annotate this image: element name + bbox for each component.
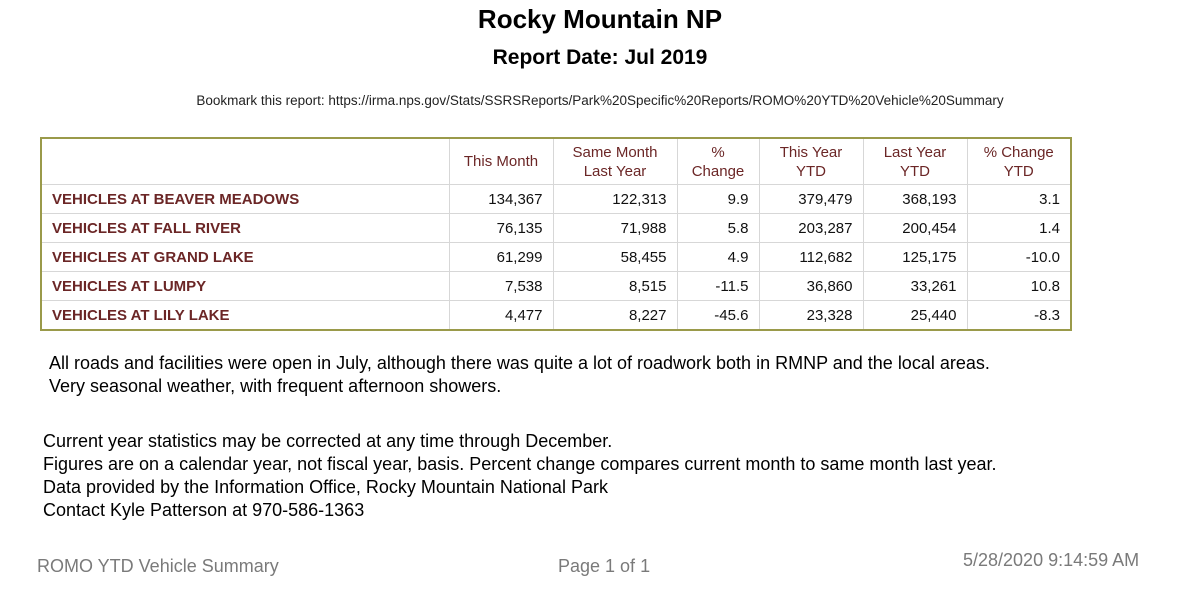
header-this-month-label: This Month <box>463 153 539 170</box>
cell-this-month: 76,135 <box>449 214 553 243</box>
report-date: Report Date: Jul 2019 <box>492 46 708 69</box>
cell-same-month-last-year: 58,455 <box>553 243 677 272</box>
header-same-month-line2: Last Year <box>583 162 647 180</box>
footnote-line: Data provided by the Information Office, Rocky Mountain National Park <box>43 477 608 497</box>
header-same-month-last-year <box>553 139 677 185</box>
cell-pct-change-ytd: -8.3 <box>967 301 1070 330</box>
park-notes <box>49 352 990 398</box>
cell-pct-change: 9.9 <box>677 185 759 214</box>
cell-this-year-ytd: 23,328 <box>759 301 863 330</box>
cell-pct-change-ytd: 10.8 <box>967 272 1070 301</box>
cell-this-month: 4,477 <box>449 301 553 330</box>
cell-same-month-last-year: 71,988 <box>553 214 677 243</box>
footnote-line: Figures are on a calendar year, not fiscal year, basis. Percent change compares current month to same month last year. <box>43 454 997 474</box>
header-this-year-line2: YTD <box>796 162 826 180</box>
header-pct-change-line1: % <box>711 143 725 161</box>
header-last-year-line1: Last Year <box>883 143 947 161</box>
table-row <box>42 272 1070 301</box>
row-label: VEHICLES AT LILY LAKE <box>42 301 449 330</box>
cell-this-year-ytd: 203,287 <box>759 214 863 243</box>
footer-report-name: ROMO YTD Vehicle Summary <box>37 556 279 576</box>
header-pct-change <box>677 139 759 185</box>
cell-same-month-last-year: 8,227 <box>553 301 677 330</box>
row-label: VEHICLES AT FALL RIVER <box>42 214 449 243</box>
cell-last-year-ytd: 33,261 <box>863 272 967 301</box>
cell-pct-change: -11.5 <box>677 272 759 301</box>
report-footnotes <box>43 430 997 522</box>
cell-pct-change: -45.6 <box>677 301 759 330</box>
park-notes-line: Very seasonal weather, with frequent afternoon showers. <box>49 376 502 396</box>
row-label: VEHICLES AT GRAND LAKE <box>42 243 449 272</box>
cell-this-year-ytd: 112,682 <box>759 243 863 272</box>
header-pct-change-ytd <box>967 139 1070 185</box>
header-this-year-ytd <box>759 139 863 185</box>
table-row <box>42 243 1070 272</box>
row-label: VEHICLES AT BEAVER MEADOWS <box>42 185 449 214</box>
table-row <box>42 301 1070 330</box>
cell-pct-change-ytd: 1.4 <box>967 214 1070 243</box>
cell-same-month-last-year: 122,313 <box>553 185 677 214</box>
cell-this-month: 61,299 <box>449 243 553 272</box>
cell-this-year-ytd: 379,479 <box>759 185 863 214</box>
cell-pct-change-ytd: -10.0 <box>967 243 1070 272</box>
cell-this-month: 7,538 <box>449 272 553 301</box>
report-title: Rocky Mountain NP <box>477 4 723 34</box>
cell-last-year-ytd: 200,454 <box>863 214 967 243</box>
cell-pct-change: 4.9 <box>677 243 759 272</box>
header-pct-change-ytd-line1: % Change <box>983 143 1054 161</box>
table-row <box>42 214 1070 243</box>
cell-pct-change-ytd: 3.1 <box>967 185 1070 214</box>
cell-this-year-ytd: 36,860 <box>759 272 863 301</box>
header-this-year-line1: This Year <box>779 143 843 161</box>
vehicle-summary-table <box>42 139 1070 329</box>
footer-page-number: Page 1 of 1 <box>558 556 651 576</box>
cell-this-month: 134,367 <box>449 185 553 214</box>
header-pct-change-ytd-line2: YTD <box>1003 162 1034 180</box>
row-label: VEHICLES AT LUMPY <box>42 272 449 301</box>
header-pct-change-line2: Change <box>691 162 745 180</box>
header-last-year-ytd <box>863 139 967 185</box>
footer-timestamp: 5/28/2020 9:14:59 AM <box>963 550 1140 570</box>
cell-pct-change: 5.8 <box>677 214 759 243</box>
cell-last-year-ytd: 368,193 <box>863 185 967 214</box>
footnote-line: Contact Kyle Patterson at 970-586-1363 <box>43 500 365 520</box>
cell-last-year-ytd: 125,175 <box>863 243 967 272</box>
vehicle-summary-table-frame <box>40 137 1072 331</box>
cell-last-year-ytd: 25,440 <box>863 301 967 330</box>
header-this-month <box>449 139 553 185</box>
header-blank <box>42 139 449 185</box>
bookmark-link-text[interactable]: Bookmark this report: https://irma.nps.gov/Stats/SSRSReports/Park%20Specific%20Reports/ROMO%20YTD%20Vehicle%20Summary <box>196 93 1004 108</box>
table-row <box>42 185 1070 214</box>
footnote-line: Current year statistics may be corrected at any time through December. <box>43 431 613 451</box>
cell-same-month-last-year: 8,515 <box>553 272 677 301</box>
header-last-year-line2: YTD <box>900 162 930 180</box>
table-header-row <box>42 139 1070 185</box>
park-notes-line: All roads and facilities were open in July, although there was quite a lot of roadwork both in RMNP and the local areas. <box>49 353 990 373</box>
header-same-month-line1: Same Month <box>572 143 658 161</box>
